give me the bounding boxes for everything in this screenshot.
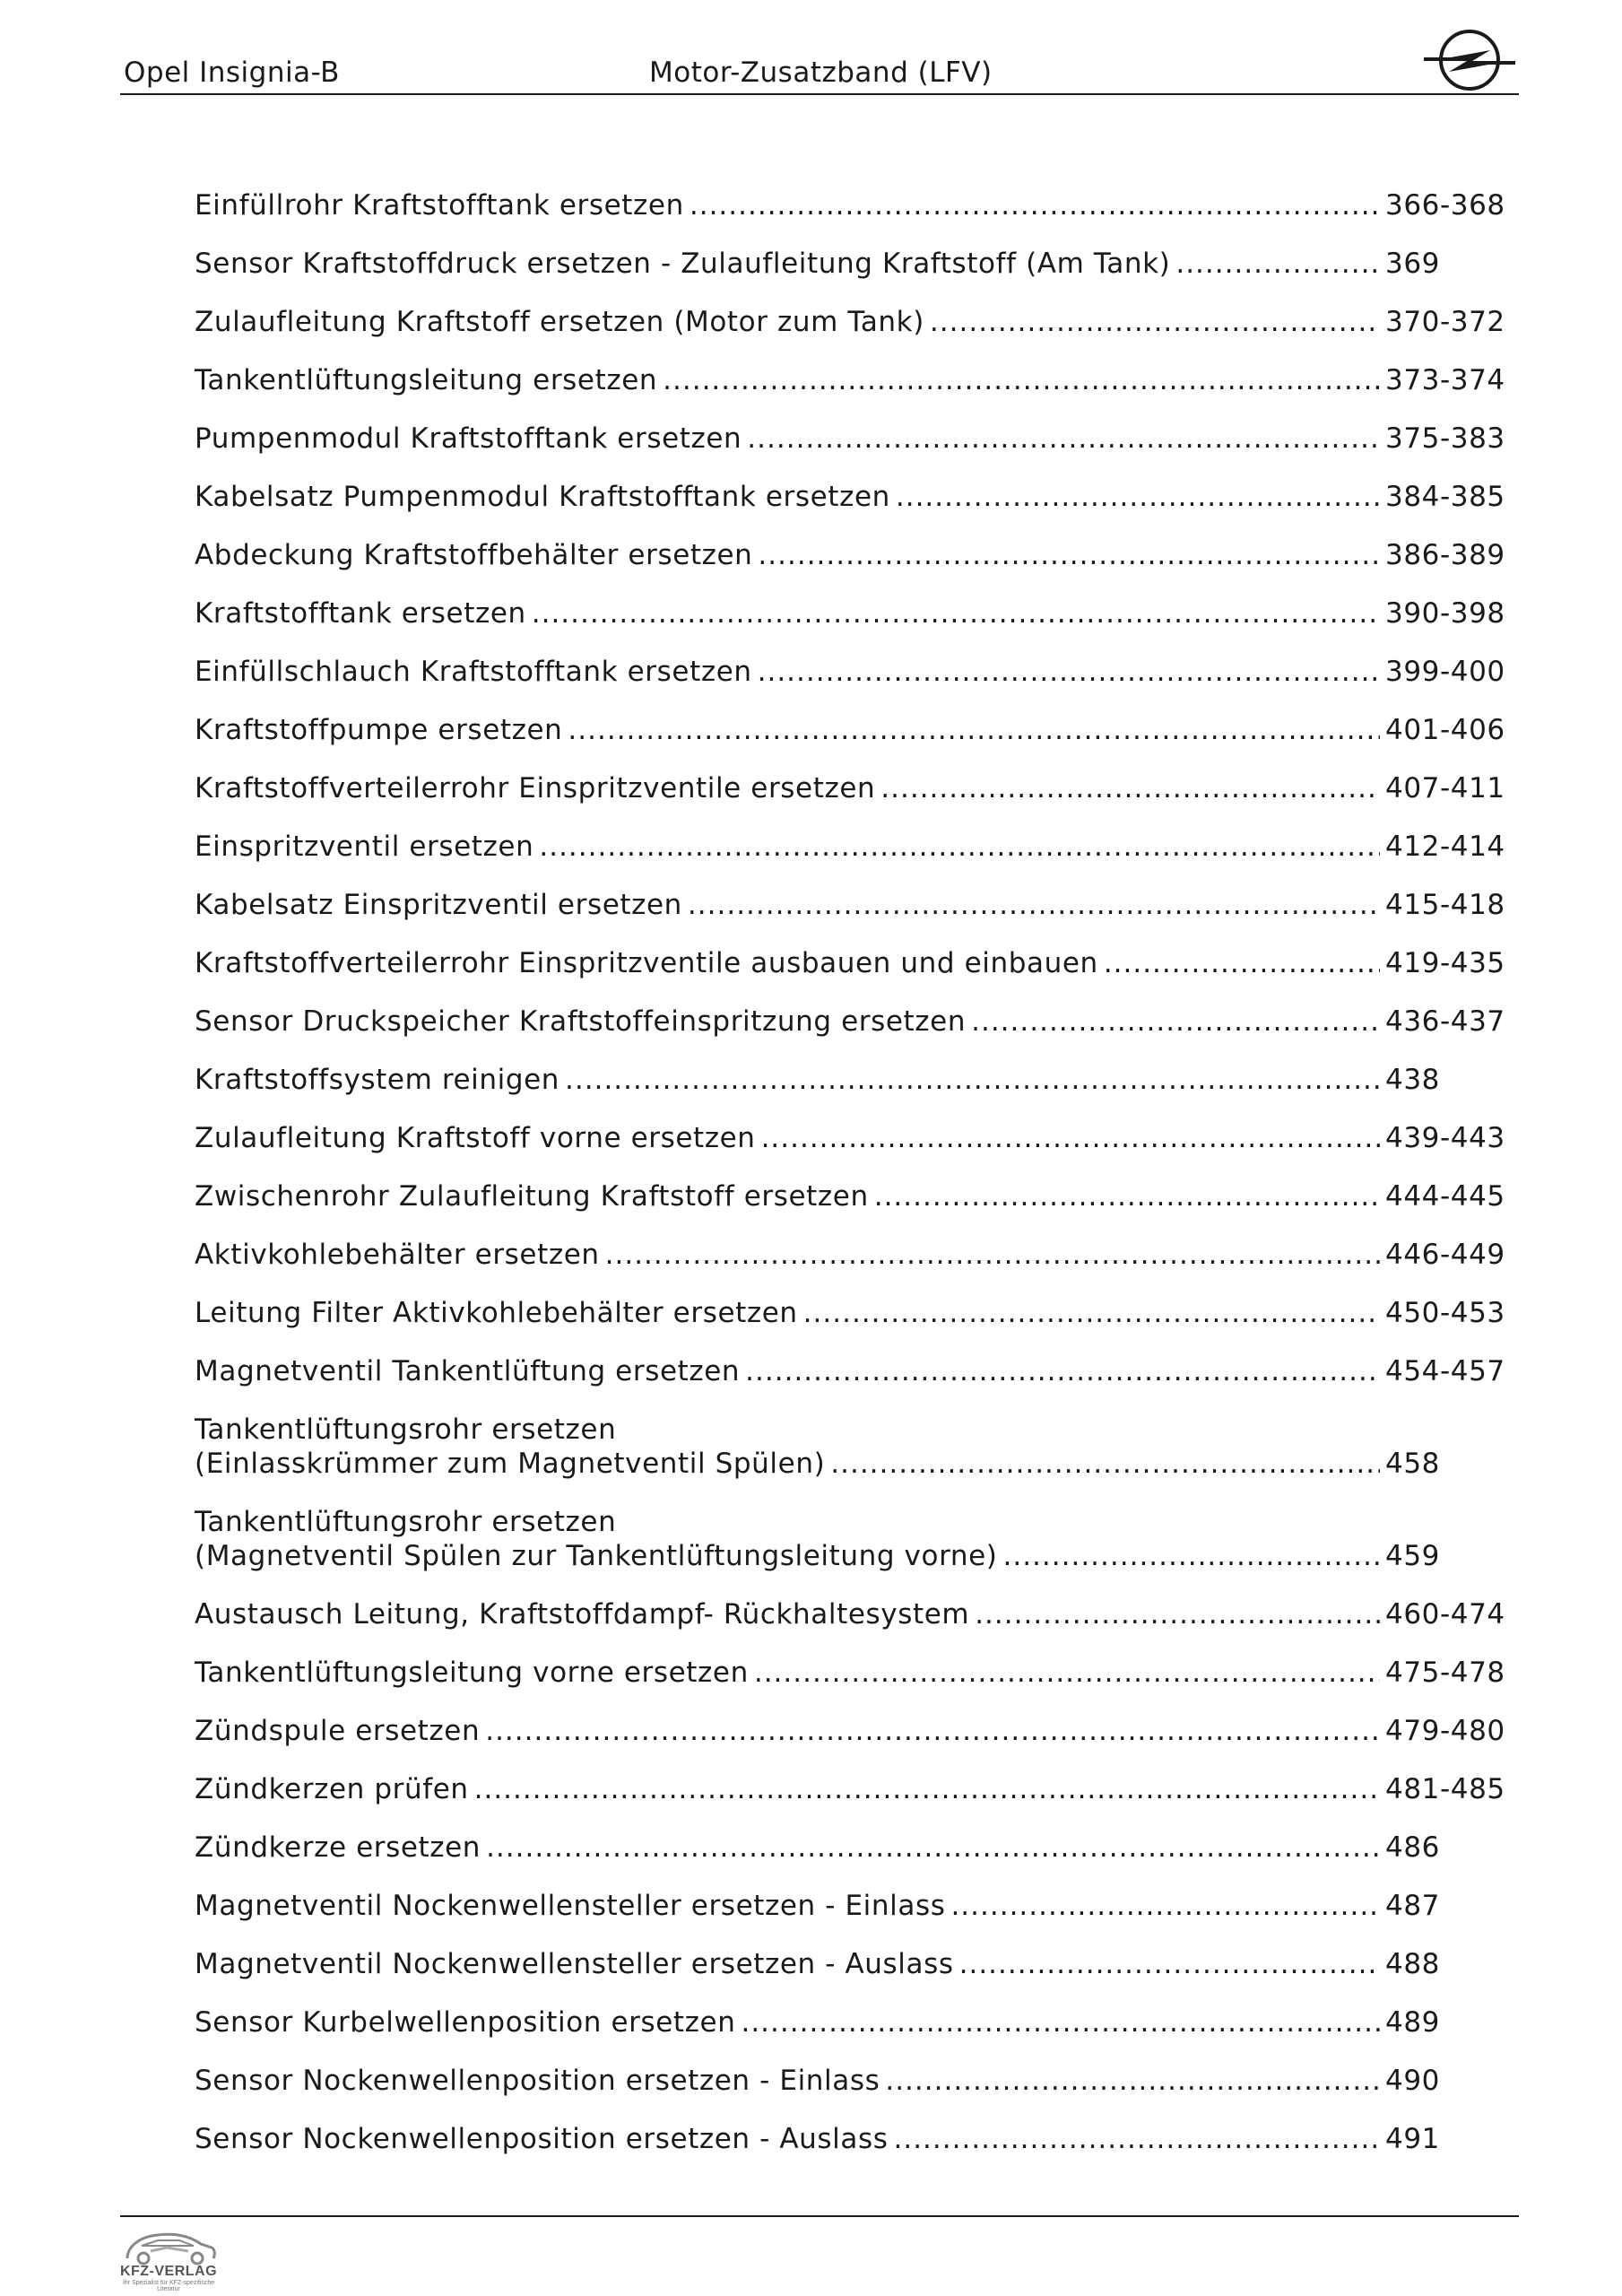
- toc-entry-title: Zulaufleitung Kraftstoff vorne ersetzen: [195, 1122, 756, 1154]
- toc-entry: [195, 422, 1505, 456]
- toc-entry-page-range: 438: [1385, 1064, 1440, 1096]
- toc-dot-leader: [761, 1121, 1380, 1155]
- toc-dot-leader: [605, 1238, 1380, 1272]
- toc-entry-title: Austausch Leitung, Kraftstoffdampf- Rückhaltesystem: [195, 1598, 970, 1631]
- toc-entry: [195, 771, 1505, 805]
- toc-entry: [195, 1656, 1505, 1690]
- publisher-name: KFZ-VERLAG: [119, 2264, 218, 2279]
- toc-entry: [195, 2005, 1439, 2039]
- toc-entry: [195, 888, 1505, 922]
- toc-entry-title: Kraftstoffverteilerrohr Einspritzventile ausbauen und einbauen: [195, 947, 1098, 979]
- toc-entry-page-range: 481-485: [1385, 1773, 1505, 1805]
- toc-dot-leader: [486, 1831, 1380, 1865]
- toc-entry: [195, 596, 1505, 631]
- toc-entry: [195, 830, 1505, 864]
- toc-entry-title: Einfüllschlauch Kraftstofftank ersetzen: [195, 656, 752, 688]
- toc-entry-page-range: 384-385: [1385, 481, 1505, 513]
- toc-entry: [195, 1004, 1505, 1039]
- toc-entry: [195, 1714, 1505, 1748]
- kfz-verlag-car-logo-icon: [115, 2224, 222, 2266]
- toc-entry-title: Pumpenmodul Kraftstofftank ersetzen: [195, 422, 742, 455]
- toc-entry-row: [195, 1447, 1439, 1481]
- toc-dot-leader: [1002, 1539, 1380, 1573]
- toc-entry-page-range: 446-449: [1385, 1239, 1505, 1271]
- toc-entry-title: Sensor Kraftstoffdruck ersetzen - Zulaufleitung Kraftstoff (Am Tank): [195, 248, 1171, 280]
- toc-entry-page-range: 370-372: [1385, 306, 1505, 338]
- toc-entry-title-line1: Tankentlüftungsrohr ersetzen: [195, 1413, 617, 1446]
- toc-entry-row: [195, 188, 1505, 222]
- footer-divider: [120, 2215, 1519, 2217]
- toc-entry-page-range: 436-437: [1385, 1005, 1505, 1038]
- toc-entry-row: [195, 1063, 1439, 1097]
- toc-dot-leader: [803, 1296, 1380, 1330]
- toc-entry-row: [195, 422, 1505, 456]
- toc-entry-row: [195, 1539, 1439, 1573]
- toc-entry-page-range: 491: [1385, 2123, 1440, 2155]
- toc-entry-title: Zündkerze ersetzen: [195, 1831, 481, 1864]
- toc-entry: [195, 1597, 1505, 1631]
- toc-entry-row: [195, 1947, 1439, 1981]
- toc-entry-page-range: 486: [1385, 1831, 1440, 1864]
- toc-entry: [195, 480, 1505, 514]
- toc-entry-page-range: 450-453: [1385, 1297, 1505, 1329]
- toc-entry: [195, 538, 1505, 572]
- toc-dot-leader: [663, 363, 1380, 397]
- toc-entry: [195, 1121, 1505, 1155]
- toc-entry-page-range: 488: [1385, 1948, 1440, 1980]
- toc-entry-title: Zulaufleitung Kraftstoff ersetzen (Motor zum Tank): [195, 306, 924, 338]
- toc-entry-title: Kraftstoffverteilerrohr Einspritzventile ersetzen: [195, 772, 876, 804]
- toc-entry-row: [195, 363, 1505, 397]
- toc-entry-page-range: 390-398: [1385, 597, 1505, 630]
- toc-entry: [195, 1179, 1505, 1213]
- toc-entry-title: Sensor Kurbelwellenposition ersetzen: [195, 2006, 736, 2039]
- toc-entry-row: [195, 1296, 1505, 1330]
- toc-entry-row: [195, 1772, 1505, 1806]
- toc-entry-page-range: 401-406: [1385, 714, 1505, 746]
- toc-entry-page-range: 490: [1385, 2065, 1440, 2097]
- opel-logo-icon: [1420, 25, 1519, 95]
- toc-entry-title: Kabelsatz Einspritzventil ersetzen: [195, 889, 682, 921]
- toc-entry-page-range: 454-457: [1385, 1355, 1505, 1387]
- toc-dot-leader: [485, 1714, 1380, 1748]
- toc-entry: [195, 1063, 1439, 1097]
- toc-dot-leader: [690, 188, 1380, 222]
- toc-entry-page-range: 458: [1385, 1448, 1440, 1480]
- toc-entry: [195, 1238, 1505, 1272]
- toc-entry-page-range: 487: [1385, 1890, 1440, 1922]
- toc-entry-row: [195, 655, 1505, 689]
- toc-entry-row: [195, 2122, 1439, 2156]
- toc-entry-title: Tankentlüftungsleitung ersetzen: [195, 364, 658, 396]
- toc-entry: [195, 188, 1505, 222]
- toc-entry-title: Sensor Druckspeicher Kraftstoffeinspritzung ersetzen: [195, 1005, 967, 1038]
- toc-entry: [195, 946, 1505, 980]
- toc-entry-page-range: 489: [1385, 2006, 1440, 2039]
- toc-entry-page-range: 415-418: [1385, 889, 1505, 921]
- toc-entry-title: Magnetventil Tankentlüftung ersetzen: [195, 1355, 741, 1387]
- toc-dot-leader: [568, 713, 1380, 747]
- toc-entry: [195, 713, 1505, 747]
- toc-dot-leader: [894, 2122, 1381, 2156]
- toc-entry-row: [195, 713, 1505, 747]
- publisher-tagline: Ihr Spezialist für KFZ-spezifische Literatur: [122, 2280, 215, 2292]
- toc-entry: [195, 1947, 1439, 1981]
- toc-entry-row: [195, 1354, 1505, 1388]
- toc-dot-leader: [758, 655, 1380, 689]
- toc-dot-leader: [885, 2064, 1380, 2098]
- header-volume-title: Motor-Zusatzband (LFV): [649, 57, 993, 89]
- toc-entry-row: [195, 2005, 1439, 2039]
- toc-dot-leader: [758, 538, 1380, 572]
- toc-entry-row: [195, 1889, 1439, 1923]
- toc-dot-leader: [975, 1597, 1380, 1631]
- toc-entry-title: Tankentlüftungsleitung vorne ersetzen: [195, 1657, 749, 1689]
- toc-entry-title-line1: Tankentlüftungsrohr ersetzen: [195, 1506, 617, 1538]
- toc-entry-page-range: 439-443: [1385, 1122, 1505, 1154]
- toc-entry-row: [195, 1831, 1439, 1865]
- toc-dot-leader: [1175, 247, 1380, 281]
- header-vehicle-title: Opel Insignia-B: [124, 57, 340, 89]
- toc-entry-title: Abdeckung Kraftstoffbehälter ersetzen: [195, 539, 753, 571]
- toc-dot-leader: [896, 480, 1380, 514]
- toc-entry: [195, 655, 1505, 689]
- toc-entry-row: [195, 480, 1505, 514]
- toc-dot-leader: [950, 1889, 1380, 1923]
- toc-entry-title: Sensor Nockenwellenposition ersetzen - Einlass: [195, 2065, 880, 2097]
- toc-entry-row: [195, 771, 1505, 805]
- toc-entry-title: Kabelsatz Pumpenmodul Kraftstofftank ersetzen: [195, 481, 890, 513]
- toc-entry: [195, 305, 1505, 339]
- page-header: [120, 0, 1519, 97]
- toc-entry: [195, 1354, 1505, 1388]
- toc-entry-row: [195, 888, 1505, 922]
- toc-entry-row: [195, 1238, 1505, 1272]
- toc-entry-title: Leitung Filter Aktivkohlebehälter ersetzen: [195, 1297, 798, 1329]
- toc-entry-row: [195, 2064, 1439, 2098]
- toc-entry-page-range: 373-374: [1385, 364, 1505, 396]
- toc-entry-page-range: 475-478: [1385, 1657, 1505, 1689]
- toc-dot-leader: [1104, 946, 1380, 980]
- toc-entry-title: (Einlasskrümmer zum Magnetventil Spülen): [195, 1448, 826, 1480]
- toc-dot-leader: [474, 1772, 1380, 1806]
- toc-entry-page-range: 375-383: [1385, 422, 1505, 455]
- toc-entry-page-range: 460-474: [1385, 1598, 1505, 1631]
- toc-entry-page-range: 366-368: [1385, 189, 1505, 222]
- toc-dot-leader: [745, 1354, 1380, 1388]
- header-divider: [120, 93, 1519, 95]
- toc-entry-row: [195, 538, 1505, 572]
- toc-entry-title: Kraftstoffsystem reinigen: [195, 1064, 560, 1096]
- toc-dot-leader: [971, 1004, 1380, 1039]
- toc-entry-title: Zwischenrohr Zulaufleitung Kraftstoff ersetzen: [195, 1180, 869, 1213]
- toc-entry-page-range: 386-389: [1385, 539, 1505, 571]
- toc-entry-page-range: 479-480: [1385, 1715, 1505, 1747]
- toc-entry-title: Magnetventil Nockenwellensteller ersetzen - Auslass: [195, 1948, 954, 1980]
- toc-dot-leader: [532, 596, 1380, 631]
- toc-entry-page-range: 369: [1385, 248, 1440, 280]
- toc-entry-page-range: 419-435: [1385, 947, 1505, 979]
- toc-dot-leader: [959, 1947, 1380, 1981]
- toc-entry: [195, 363, 1505, 397]
- toc-entry: [195, 1296, 1505, 1330]
- toc-entry-page-range: 407-411: [1385, 772, 1505, 804]
- toc-entry-page-range: 459: [1385, 1540, 1440, 1572]
- toc-entry-row: [195, 1714, 1505, 1748]
- toc-entry-title: Aktivkohlebehälter ersetzen: [195, 1239, 600, 1271]
- toc-entry-title: Kraftstoffpumpe ersetzen: [195, 714, 563, 746]
- toc-entry-title: Sensor Nockenwellenposition ersetzen - Auslass: [195, 2123, 889, 2155]
- toc-entry-title: (Magnetventil Spülen zur Tankentlüftungsleitung vorne): [195, 1540, 998, 1572]
- toc-dot-leader: [747, 422, 1380, 456]
- toc-entry-row: [195, 1004, 1505, 1039]
- toc-entry-row: [195, 946, 1505, 980]
- toc-entry: [195, 247, 1439, 281]
- toc-entry-title: Einspritzventil ersetzen: [195, 831, 534, 863]
- toc-dot-leader: [874, 1179, 1380, 1213]
- toc-entry-row: [195, 247, 1439, 281]
- toc-entry-title: Kraftstofftank ersetzen: [195, 597, 526, 630]
- toc-entry: [195, 2122, 1439, 2156]
- toc-dot-leader: [565, 1063, 1380, 1097]
- toc-entry-title: Zündkerzen prüfen: [195, 1773, 469, 1805]
- toc-entry: [195, 1413, 1439, 1481]
- toc-entry-page-range: 444-445: [1385, 1180, 1505, 1213]
- table-of-contents: [195, 188, 1505, 2180]
- toc-entry-title: Einfüllrohr Kraftstofftank ersetzen: [195, 189, 684, 222]
- toc-entry-row: [195, 596, 1505, 631]
- toc-entry: [195, 1505, 1439, 1573]
- toc-entry-row: [195, 830, 1505, 864]
- toc-dot-leader: [880, 771, 1380, 805]
- publisher-logo: [115, 2224, 222, 2292]
- toc-dot-leader: [930, 305, 1380, 339]
- toc-entry-page-range: 412-414: [1385, 831, 1505, 863]
- toc-entry-row: [195, 1121, 1505, 1155]
- toc-entry-page-range: 399-400: [1385, 656, 1505, 688]
- toc-dot-leader: [539, 830, 1380, 864]
- toc-dot-leader: [688, 888, 1380, 922]
- toc-entry: [195, 1889, 1439, 1923]
- toc-entry-row: [195, 1656, 1505, 1690]
- toc-entry-row: [195, 305, 1505, 339]
- toc-dot-leader: [741, 2005, 1380, 2039]
- toc-dot-leader: [830, 1447, 1380, 1481]
- toc-entry-title: Zündspule ersetzen: [195, 1715, 481, 1747]
- toc-entry-row: [195, 1179, 1505, 1213]
- toc-entry: [195, 1772, 1505, 1806]
- toc-dot-leader: [754, 1656, 1380, 1690]
- toc-entry: [195, 2064, 1439, 2098]
- toc-entry-title: Magnetventil Nockenwellensteller ersetzen - Einlass: [195, 1890, 946, 1922]
- toc-entry: [195, 1831, 1439, 1865]
- toc-entry-row: [195, 1597, 1505, 1631]
